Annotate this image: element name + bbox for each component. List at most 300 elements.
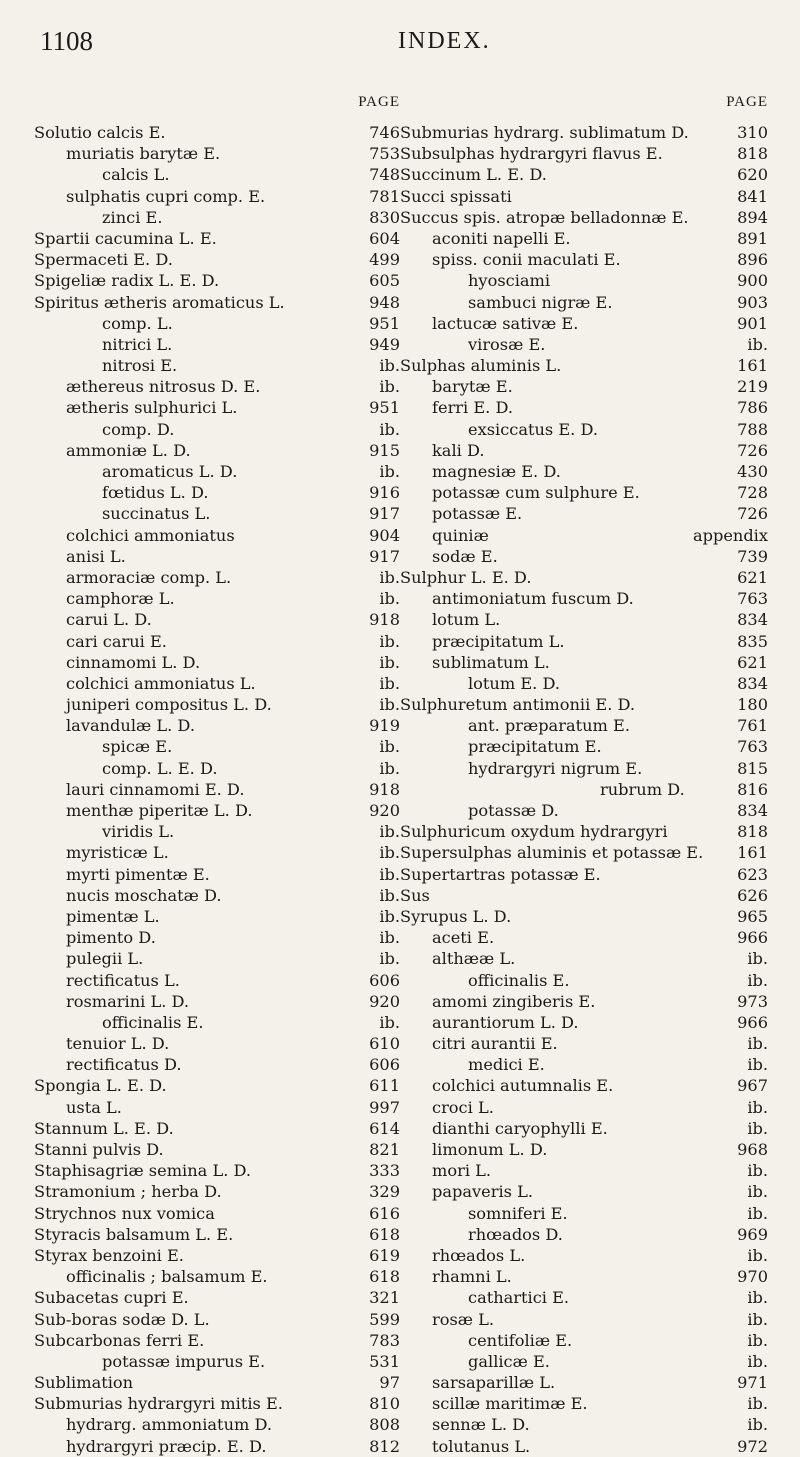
index-page-ref: 626 xyxy=(737,885,768,905)
index-page-ref: 818 xyxy=(737,144,768,164)
index-entry xyxy=(34,885,400,906)
index-page-ref: 321 xyxy=(369,1288,400,1308)
index-page-ref: 917 xyxy=(369,546,400,566)
index-entry xyxy=(400,800,768,821)
index-page-ref: ib. xyxy=(379,737,400,757)
index-entry xyxy=(400,1330,768,1351)
index-term: pimentæ L. xyxy=(66,906,160,926)
index-entry xyxy=(34,588,400,609)
index-term: croci L. xyxy=(432,1097,494,1117)
index-page-ref: 904 xyxy=(369,525,400,545)
index-page-ref: appendix xyxy=(692,525,768,545)
index-term: comp. L. E. D. xyxy=(102,758,218,778)
index-term: Stanni pulvis D. xyxy=(34,1140,164,1159)
index-page-ref: 949 xyxy=(369,334,400,354)
index-page-ref: 618 xyxy=(369,1224,400,1244)
index-page-ref: ib. xyxy=(379,695,400,715)
index-entry xyxy=(400,588,768,609)
index-term: tenuior L. D. xyxy=(66,1034,170,1054)
index-page-ref: ib. xyxy=(379,567,400,587)
index-page-ref: ib. xyxy=(379,589,400,609)
index-term: Succinum L. E. D. xyxy=(400,165,547,185)
index-term: æthereus nitrosus D. E. xyxy=(66,377,261,397)
index-entry xyxy=(34,419,400,440)
index-term: lotum E. D. xyxy=(468,673,561,693)
index-term: Sub-boras sodæ D. L. xyxy=(34,1309,210,1329)
index-page-ref: 951 xyxy=(369,313,400,333)
index-term: rhœados D. xyxy=(468,1224,563,1244)
index-entry xyxy=(400,821,768,842)
index-entry xyxy=(400,779,768,800)
index-entry xyxy=(34,355,400,376)
index-term: myrti pimentæ E. xyxy=(66,864,210,884)
index-term: sulphatis cupri comp. E. xyxy=(66,186,266,206)
index-term: spiss. conii maculati E. xyxy=(432,250,621,270)
index-page-ref: 786 xyxy=(737,398,768,418)
index-entry xyxy=(400,567,768,588)
index-term: Sulphuricum oxydum hydrargyri xyxy=(400,822,668,842)
index-page-ref: 180 xyxy=(737,695,768,715)
index-term: hydrargyri nigrum E. xyxy=(468,758,643,778)
index-page-ref: ib. xyxy=(747,1161,768,1181)
index-page-ref: ib. xyxy=(747,949,768,969)
index-entry xyxy=(400,609,768,630)
index-entry xyxy=(34,1203,400,1224)
index-term: succinatus L. xyxy=(102,504,211,524)
index-page-ref: ib. xyxy=(747,1309,768,1329)
index-term: centifoliæ E. xyxy=(468,1330,573,1350)
index-page-ref: ib. xyxy=(379,822,400,842)
index-page-ref: 726 xyxy=(737,504,768,524)
index-entry xyxy=(34,186,400,207)
index-term: carui L. D. xyxy=(66,610,152,630)
index-entry xyxy=(400,1118,768,1139)
index-page-ref: 781 xyxy=(369,186,400,206)
index-entry xyxy=(400,864,768,885)
index-page-ref: ib. xyxy=(379,864,400,884)
index-term: rhamni L. xyxy=(432,1267,512,1287)
index-term: lauri cinnamomi E. D. xyxy=(66,779,245,799)
index-entry xyxy=(400,885,768,906)
index-term: Sulphur L. E. D. xyxy=(400,567,532,587)
index-column-left xyxy=(34,94,400,1457)
index-entry xyxy=(400,1245,768,1266)
index-term: althææ L. xyxy=(432,949,516,969)
index-entry xyxy=(34,207,400,228)
index-entry xyxy=(400,1393,768,1414)
index-term: armoraciæ comp. L. xyxy=(66,567,232,587)
index-page-ref: 606 xyxy=(369,1055,400,1075)
index-page-ref: ib. xyxy=(747,1330,768,1350)
index-page-ref: ib. xyxy=(747,1118,768,1138)
index-term: nitrici L. xyxy=(102,334,173,354)
index-page-ref: 966 xyxy=(737,928,768,948)
index-entry xyxy=(34,503,400,524)
index-term: Submurias hydrargyri mitis E. xyxy=(34,1394,283,1414)
index-entry xyxy=(34,779,400,800)
index-term: magnesiæ E. D. xyxy=(432,462,561,481)
index-term: sodæ E. xyxy=(432,546,498,566)
index-page-ref: 161 xyxy=(737,356,768,376)
index-page-ref: 621 xyxy=(737,652,768,672)
index-page-ref: 599 xyxy=(369,1309,400,1329)
index-page-ref: 763 xyxy=(737,589,768,609)
index-page-ref: 606 xyxy=(369,970,400,990)
index-entry xyxy=(34,461,400,482)
index-entry xyxy=(34,1245,400,1266)
index-entry xyxy=(34,1075,400,1096)
index-column-right xyxy=(400,94,768,1457)
index-entry xyxy=(400,292,768,313)
index-entry xyxy=(34,334,400,355)
index-entry xyxy=(34,1372,400,1393)
index-page-ref: ib. xyxy=(747,334,768,354)
index-page-ref: 161 xyxy=(737,843,768,863)
index-page-ref: 973 xyxy=(737,991,768,1011)
index-entry xyxy=(400,503,768,524)
index-page-ref: 900 xyxy=(737,271,768,291)
index-page-ref: 919 xyxy=(369,716,400,736)
index-term: virosæ E. xyxy=(468,334,546,354)
index-entry xyxy=(34,1139,400,1160)
index-entry xyxy=(34,525,400,546)
index-entry xyxy=(34,864,400,885)
index-entry xyxy=(400,440,768,461)
index-page-ref: ib. xyxy=(747,1415,768,1435)
index-entry xyxy=(400,546,768,567)
index-entry xyxy=(400,1436,768,1457)
index-page-ref: ib. xyxy=(747,1394,768,1414)
index-term: sarsaparillæ L. xyxy=(432,1373,556,1393)
index-page-ref: 499 xyxy=(369,250,400,270)
index-entry xyxy=(400,1160,768,1181)
index-term: colchici autumnalis E. xyxy=(432,1076,614,1096)
index-term: præcipitatum L. xyxy=(432,631,565,651)
index-term: comp. D. xyxy=(102,419,175,439)
index-page-ref: 821 xyxy=(369,1140,400,1159)
index-term: citri aurantii E. xyxy=(432,1034,558,1054)
index-entry xyxy=(400,673,768,694)
index-term: rubrum D. xyxy=(600,779,685,799)
index-page-ref: 903 xyxy=(737,292,768,312)
index-entry xyxy=(34,546,400,567)
index-page-ref: 965 xyxy=(737,906,768,926)
index-term: aceti E. xyxy=(432,928,495,948)
index-entry xyxy=(400,1203,768,1224)
index-page-ref: 610 xyxy=(369,1034,400,1054)
index-page-ref: 967 xyxy=(737,1076,768,1096)
index-term: menthæ piperitæ L. D. xyxy=(66,801,253,820)
index-entry xyxy=(34,970,400,991)
index-page-ref: 841 xyxy=(737,186,768,206)
index-entry xyxy=(400,207,768,228)
index-entry xyxy=(400,1075,768,1096)
index-term: lavandulæ L. D. xyxy=(66,716,195,736)
index-page-ref: 739 xyxy=(737,546,768,566)
index-page-ref: 621 xyxy=(737,567,768,587)
index-entry xyxy=(400,164,768,185)
index-entry xyxy=(34,376,400,397)
page-column-label: PAGE xyxy=(726,94,768,110)
index-term: præcipitatum E. xyxy=(468,737,602,757)
index-entry xyxy=(400,1033,768,1054)
index-term: anisi L. xyxy=(66,546,126,566)
index-term: sambuci nigræ E. xyxy=(468,292,613,312)
index-entry xyxy=(34,800,400,821)
index-entry xyxy=(34,122,400,143)
index-entry xyxy=(34,313,400,334)
index-page-ref: 623 xyxy=(737,864,768,884)
index-page-ref: 815 xyxy=(737,758,768,778)
index-term: dianthi caryophylli E. xyxy=(432,1118,608,1138)
index-entry xyxy=(34,440,400,461)
index-entry xyxy=(400,143,768,164)
index-term: limonum L. D. xyxy=(432,1140,548,1159)
index-term: sublimatum L. xyxy=(432,652,550,672)
index-entry xyxy=(34,991,400,1012)
index-page-ref: 816 xyxy=(737,779,768,799)
index-term: calcis L. xyxy=(102,165,170,185)
index-page-ref: ib. xyxy=(379,843,400,863)
index-term: lotum L. xyxy=(432,610,501,630)
index-term: Staphisagriæ semina L. D. xyxy=(34,1161,252,1181)
index-page-ref: ib. xyxy=(379,885,400,905)
index-term: Styrax benzoini E. xyxy=(34,1245,184,1265)
index-page-ref: ib. xyxy=(379,631,400,651)
index-page-ref: 620 xyxy=(737,165,768,185)
index-page-ref: ib. xyxy=(379,377,400,397)
index-term: rhœados L. xyxy=(432,1245,526,1265)
index-page-ref: 746 xyxy=(369,123,400,142)
index-term: mori L. xyxy=(432,1161,492,1181)
index-entry xyxy=(34,270,400,291)
index-page-ref: 971 xyxy=(737,1373,768,1393)
index-entry xyxy=(400,376,768,397)
index-page-ref: ib. xyxy=(379,356,400,376)
index-entry xyxy=(34,736,400,757)
index-term: aurantiorum L. D. xyxy=(432,1012,579,1032)
index-term: tolutanus L. xyxy=(432,1436,531,1456)
index-page-ref: ib. xyxy=(747,1097,768,1117)
index-page-ref: 605 xyxy=(369,271,400,291)
index-entry xyxy=(34,694,400,715)
index-page-ref: 748 xyxy=(369,165,400,185)
index-term: ammoniæ L. D. xyxy=(66,440,191,460)
index-entry xyxy=(400,991,768,1012)
page-header xyxy=(0,0,800,80)
index-entry xyxy=(400,970,768,991)
index-page-ref: 951 xyxy=(369,398,400,418)
index-term: potassæ E. xyxy=(432,504,523,524)
index-page-ref: 818 xyxy=(737,822,768,842)
index-term: juniperi compositus L. D. xyxy=(66,695,272,715)
index-entry xyxy=(400,1266,768,1287)
index-entry xyxy=(400,736,768,757)
index-entry xyxy=(34,1393,400,1414)
index-page-ref: 310 xyxy=(737,123,768,142)
index-page-ref: 920 xyxy=(369,991,400,1011)
index-entry xyxy=(400,1012,768,1033)
index-term: colchici ammoniatus L. xyxy=(66,673,256,693)
index-term: viridis L. xyxy=(102,822,175,842)
index-term: Submurias hydrarg. sublimatum D. xyxy=(400,123,689,142)
index-entry xyxy=(34,906,400,927)
index-entry xyxy=(400,482,768,503)
index-entry xyxy=(400,397,768,418)
index-page-ref: 917 xyxy=(369,504,400,524)
index-entry xyxy=(400,1309,768,1330)
index-term: somniferi E. xyxy=(468,1203,568,1223)
index-term: potassæ cum sulphure E. xyxy=(432,483,640,503)
index-entry xyxy=(400,249,768,270)
index-term: comp. L. xyxy=(102,313,173,333)
index-entry xyxy=(400,1097,768,1118)
index-page-ref: ib. xyxy=(379,928,400,948)
index-page-ref: 834 xyxy=(737,610,768,630)
index-term: Spartii cacumina L. E. xyxy=(34,228,217,248)
index-term: Strychnos nux vomica xyxy=(34,1203,215,1223)
column-header xyxy=(34,94,400,122)
index-term: Solutio calcis E. xyxy=(34,123,166,142)
index-page-ref: ib. xyxy=(747,970,768,990)
index-entry xyxy=(34,1330,400,1351)
index-term: officinalis E. xyxy=(102,1012,204,1032)
index-term: antimoniatum fuscum D. xyxy=(432,589,634,609)
index-term: nucis moschatæ D. xyxy=(66,885,222,905)
index-entry xyxy=(400,842,768,863)
index-entry xyxy=(34,1181,400,1202)
index-term: cathartici E. xyxy=(468,1288,570,1308)
index-page-ref: 894 xyxy=(737,207,768,227)
index-entry xyxy=(400,1351,768,1372)
index-entry xyxy=(400,313,768,334)
index-page-ref: 531 xyxy=(369,1351,400,1371)
index-entry xyxy=(400,1181,768,1202)
index-entry xyxy=(400,631,768,652)
index-entry xyxy=(34,482,400,503)
index-term: Stannum L. E. D. xyxy=(34,1118,174,1138)
index-entry xyxy=(400,186,768,207)
index-term: rectificatus D. xyxy=(66,1055,182,1075)
index-term: medici E. xyxy=(468,1055,545,1075)
index-term: quiniæ xyxy=(432,525,489,545)
index-term: fœtidus L. D. xyxy=(102,483,209,503)
index-term: rectificatus L. xyxy=(66,970,180,990)
index-entry xyxy=(34,948,400,969)
index-entry xyxy=(34,397,400,418)
index-entry xyxy=(34,652,400,673)
index-page-ref: 726 xyxy=(737,440,768,460)
index-page-ref: ib. xyxy=(747,1182,768,1202)
index-entry xyxy=(34,1309,400,1330)
index-term: cari carui E. xyxy=(66,631,167,651)
index-entry xyxy=(400,1139,768,1160)
index-term: rosmarini L. D. xyxy=(66,991,190,1011)
index-term: Spermaceti E. D. xyxy=(34,250,173,270)
index-term: officinalis ; balsamum E. xyxy=(66,1267,268,1287)
index-entry xyxy=(34,164,400,185)
index-term: Sulphas aluminis L. xyxy=(400,356,562,376)
index-term: hyosciami xyxy=(468,271,551,291)
column-header xyxy=(400,94,768,122)
index-entry xyxy=(400,906,768,927)
index-page-ref: 948 xyxy=(369,292,400,312)
index-page-ref: 614 xyxy=(369,1118,400,1138)
index-term: ant. præparatum E. xyxy=(468,716,630,736)
index-page-ref: 788 xyxy=(737,419,768,439)
index-term: Spiritus ætheris aromaticus L. xyxy=(34,292,285,312)
index-page-ref: 761 xyxy=(737,716,768,736)
index-term: muriatis barytæ E. xyxy=(66,144,221,164)
index-page-ref: 918 xyxy=(369,610,400,630)
index-term: amomi zingiberis E. xyxy=(432,991,596,1011)
index-page-ref: ib. xyxy=(379,1012,400,1032)
index-term: Spongia L. E. D. xyxy=(34,1076,167,1096)
index-page-ref: 966 xyxy=(737,1012,768,1032)
page-column-label: PAGE xyxy=(358,94,400,110)
index-page-ref: ib. xyxy=(379,652,400,672)
index-page-ref: ib. xyxy=(379,949,400,969)
index-term: aconiti napelli E. xyxy=(432,228,571,248)
index-page-ref: 329 xyxy=(369,1182,400,1202)
index-term: Stramonium ; herba D. xyxy=(34,1182,222,1202)
index-entry xyxy=(34,927,400,948)
index-page-ref: 763 xyxy=(737,737,768,757)
index-page-ref: 728 xyxy=(737,483,768,503)
index-page-ref: 916 xyxy=(369,483,400,503)
index-page-ref: 333 xyxy=(369,1161,400,1181)
index-entry xyxy=(34,673,400,694)
index-entry xyxy=(400,652,768,673)
index-page-ref: 920 xyxy=(369,801,400,820)
index-entry xyxy=(34,609,400,630)
index-entry xyxy=(34,567,400,588)
index-page-ref: 430 xyxy=(737,462,768,481)
index-entry xyxy=(400,270,768,291)
index-term: kali D. xyxy=(432,440,485,460)
index-term: hydrarg. ammoniatum D. xyxy=(66,1415,273,1435)
index-page-ref: ib. xyxy=(747,1203,768,1223)
index-entry xyxy=(400,948,768,969)
index-entry xyxy=(34,1160,400,1181)
index-entry xyxy=(34,1351,400,1372)
index-term: myristicæ L. xyxy=(66,843,169,863)
index-page-ref: 219 xyxy=(737,377,768,397)
index-term: hydrargyri præcip. E. D. xyxy=(66,1436,267,1456)
index-entry xyxy=(400,1372,768,1393)
index-term: ætheris sulphurici L. xyxy=(66,398,238,418)
index-entry xyxy=(34,821,400,842)
index-term: Spigeliæ radix L. E. D. xyxy=(34,271,220,291)
index-entry xyxy=(34,715,400,736)
index-page-ref: ib. xyxy=(379,673,400,693)
index-page-ref: 969 xyxy=(737,1224,768,1244)
index-term: ferri E. D. xyxy=(432,398,514,418)
index-page-ref: ib. xyxy=(747,1351,768,1371)
index-entry xyxy=(400,334,768,355)
index-entry xyxy=(34,249,400,270)
index-term: lactucæ sativæ E. xyxy=(432,313,579,333)
index-entry xyxy=(34,1436,400,1457)
index-page-ref: 834 xyxy=(737,673,768,693)
index-page-ref: 968 xyxy=(737,1140,768,1159)
index-term: sennæ L. D. xyxy=(432,1415,530,1435)
index-page-ref: ib. xyxy=(747,1245,768,1265)
index-entry xyxy=(400,758,768,779)
index-term: Subacetas cupri E. xyxy=(34,1288,189,1308)
index-page-ref: ib. xyxy=(379,462,400,481)
index-entry xyxy=(400,228,768,249)
